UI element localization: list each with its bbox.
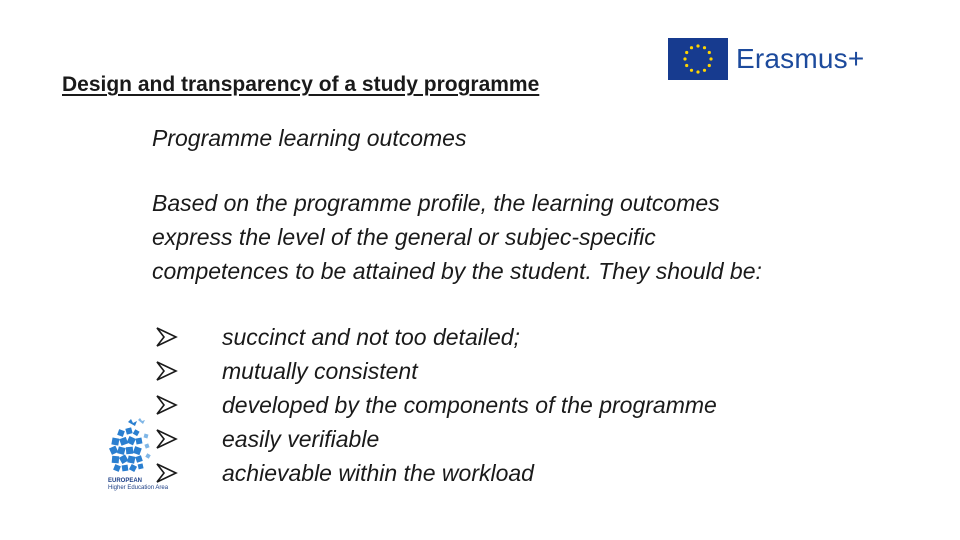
eu-flag-icon [668,38,728,80]
intro-paragraph [152,186,922,288]
arrow-bullet-icon [156,395,178,415]
ehea-caption-line: EUROPEAN [108,478,143,484]
erasmus-plus-wordmark: Erasmus+ [736,43,865,74]
intro-line: Based on the programme profile, the learning outcomes [152,190,720,216]
list-item [152,320,717,354]
outcomes-list [152,320,717,490]
arrow-bullet-icon [156,327,178,347]
list-item-text: easily verifiable [222,425,380,452]
slide-title: Design and transparency of a study programme [62,73,540,96]
slide-subtitle: Programme learning outcomes [152,125,467,151]
list-item-text: mutually consistent [222,357,418,384]
erasmus-plus-logo [668,38,864,80]
list-item-text: developed by the components of the programme [222,391,717,418]
ehea-caption-line: Higher Education Area [108,485,169,491]
ehea-caption [108,478,168,492]
eu-stars [668,38,728,80]
arrow-bullet-icon [156,361,178,381]
list-item-text: achievable within the workload [222,459,534,486]
list-item [152,388,717,422]
list-item [152,456,717,490]
intro-line: competences to be attained by the student. They should be: [152,258,762,284]
intro-line: express the level of the general or subjec-specific [152,224,656,250]
list-item-text: succinct and not too detailed; [222,323,520,350]
list-item [152,354,717,388]
list-item [152,422,717,456]
